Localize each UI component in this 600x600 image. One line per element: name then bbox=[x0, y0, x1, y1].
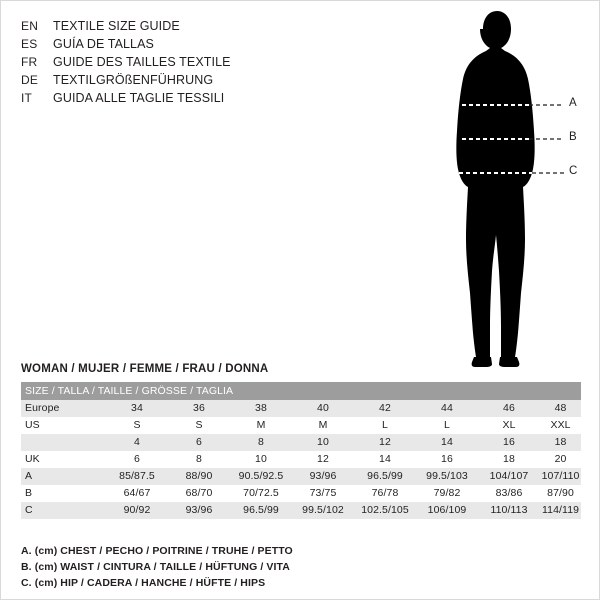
language-row bbox=[21, 17, 321, 35]
table-header-row bbox=[21, 382, 581, 400]
table-cell: 64/67 bbox=[106, 485, 168, 502]
note-chest: A. (cm) CHEST / PECHO / POITRINE / TRUHE / PETTO bbox=[21, 545, 293, 557]
table-header-label: SIZE / TALLA / TAILLE / GRÖSSE / TAGLIA bbox=[21, 382, 581, 400]
table-cell: L bbox=[354, 417, 416, 434]
table-cell: 10 bbox=[292, 434, 354, 451]
table-cell: 93/96 bbox=[168, 502, 230, 519]
table-cell: 48 bbox=[540, 400, 581, 417]
table-cell: 96.5/99 bbox=[354, 468, 416, 485]
section-title-woman: WOMAN / MUJER / FEMME / FRAU / DONNA bbox=[21, 363, 269, 375]
table-cell: 14 bbox=[354, 451, 416, 468]
table-cell: 4 bbox=[106, 434, 168, 451]
table-cell: 104/107 bbox=[478, 468, 540, 485]
table-cell: 76/78 bbox=[354, 485, 416, 502]
table-row bbox=[21, 468, 581, 485]
table-cell: 110/113 bbox=[478, 502, 540, 519]
table-cell: 16 bbox=[416, 451, 478, 468]
table-cell: 16 bbox=[478, 434, 540, 451]
row-label: Europe bbox=[21, 400, 106, 417]
table-cell: 88/90 bbox=[168, 468, 230, 485]
language-title-list bbox=[21, 17, 321, 107]
table-cell: 10 bbox=[230, 451, 292, 468]
table-cell: XXL bbox=[540, 417, 581, 434]
table-cell: 114/119 bbox=[540, 502, 581, 519]
table-cell: M bbox=[230, 417, 292, 434]
table-cell: 90.5/92.5 bbox=[230, 468, 292, 485]
size-table bbox=[21, 382, 581, 519]
language-title: TEXTILGRÖßENFÜHRUNG bbox=[53, 73, 214, 87]
language-title: GUÍA DE TALLAS bbox=[53, 37, 154, 51]
table-cell: 20 bbox=[540, 451, 581, 468]
table-cell: 12 bbox=[292, 451, 354, 468]
language-code: FR bbox=[21, 55, 38, 69]
row-label: US bbox=[21, 417, 106, 434]
table-cell: 68/70 bbox=[168, 485, 230, 502]
language-code: EN bbox=[21, 19, 39, 33]
table-cell: 102.5/105 bbox=[354, 502, 416, 519]
table-cell: S bbox=[168, 417, 230, 434]
table-cell: 99.5/102 bbox=[292, 502, 354, 519]
table-cell: 8 bbox=[168, 451, 230, 468]
row-label: B bbox=[21, 485, 106, 502]
table-row bbox=[21, 451, 581, 468]
table-cell: 83/86 bbox=[478, 485, 540, 502]
table-cell: 44 bbox=[416, 400, 478, 417]
language-code: DE bbox=[21, 73, 39, 87]
table-cell: 73/75 bbox=[292, 485, 354, 502]
table-cell: L bbox=[416, 417, 478, 434]
table-cell: S bbox=[106, 417, 168, 434]
table-cell: 85/87.5 bbox=[106, 468, 168, 485]
marker-label-b: B bbox=[569, 131, 577, 143]
language-code: IT bbox=[21, 91, 33, 105]
table-cell: 107/110 bbox=[540, 468, 581, 485]
table-cell: 8 bbox=[230, 434, 292, 451]
marker-label-a: A bbox=[569, 97, 577, 109]
table-cell: 18 bbox=[478, 451, 540, 468]
language-title: TEXTILE SIZE GUIDE bbox=[53, 19, 180, 33]
table-row bbox=[21, 502, 581, 519]
row-label bbox=[21, 434, 106, 451]
table-cell: 70/72.5 bbox=[230, 485, 292, 502]
female-silhouette-icon bbox=[421, 9, 591, 369]
note-waist: B. (cm) WAIST / CINTURA / TAILLE / HÜFTUNG / VITA bbox=[21, 561, 290, 573]
row-label: A bbox=[21, 468, 106, 485]
table-cell: 106/109 bbox=[416, 502, 478, 519]
table-cell: 6 bbox=[106, 451, 168, 468]
language-title: GUIDE DES TAILLES TEXTILE bbox=[53, 55, 231, 69]
table-cell: 46 bbox=[478, 400, 540, 417]
table-cell: 12 bbox=[354, 434, 416, 451]
row-label: C bbox=[21, 502, 106, 519]
row-label: UK bbox=[21, 451, 106, 468]
table-cell: M bbox=[292, 417, 354, 434]
table-cell: 34 bbox=[106, 400, 168, 417]
table-cell: 6 bbox=[168, 434, 230, 451]
table-cell: 96.5/99 bbox=[230, 502, 292, 519]
language-title: GUIDA ALLE TAGLIE TESSILI bbox=[53, 91, 225, 105]
note-hip: C. (cm) HIP / CADERA / HANCHE / HÜFTE / HIPS bbox=[21, 577, 266, 589]
marker-label-c: C bbox=[569, 165, 578, 177]
table-row bbox=[21, 417, 581, 434]
table-cell: 14 bbox=[416, 434, 478, 451]
table-cell: 42 bbox=[354, 400, 416, 417]
language-row bbox=[21, 53, 321, 71]
language-row bbox=[21, 89, 321, 107]
measurement-notes bbox=[21, 543, 581, 591]
table-cell: 40 bbox=[292, 400, 354, 417]
table-cell: 36 bbox=[168, 400, 230, 417]
table-cell: 79/82 bbox=[416, 485, 478, 502]
table-row bbox=[21, 485, 581, 502]
table-cell: 38 bbox=[230, 400, 292, 417]
table-cell: 99.5/103 bbox=[416, 468, 478, 485]
table-cell: 18 bbox=[540, 434, 581, 451]
table-cell: 93/96 bbox=[292, 468, 354, 485]
table-cell: XL bbox=[478, 417, 540, 434]
language-row bbox=[21, 71, 321, 89]
female-body-figure bbox=[421, 9, 591, 369]
table-row bbox=[21, 434, 581, 451]
table-cell: 87/90 bbox=[540, 485, 581, 502]
table-cell: 90/92 bbox=[106, 502, 168, 519]
language-row bbox=[21, 35, 321, 53]
size-table-wrapper bbox=[21, 382, 581, 519]
language-code: ES bbox=[21, 37, 38, 51]
table-row bbox=[21, 400, 581, 417]
